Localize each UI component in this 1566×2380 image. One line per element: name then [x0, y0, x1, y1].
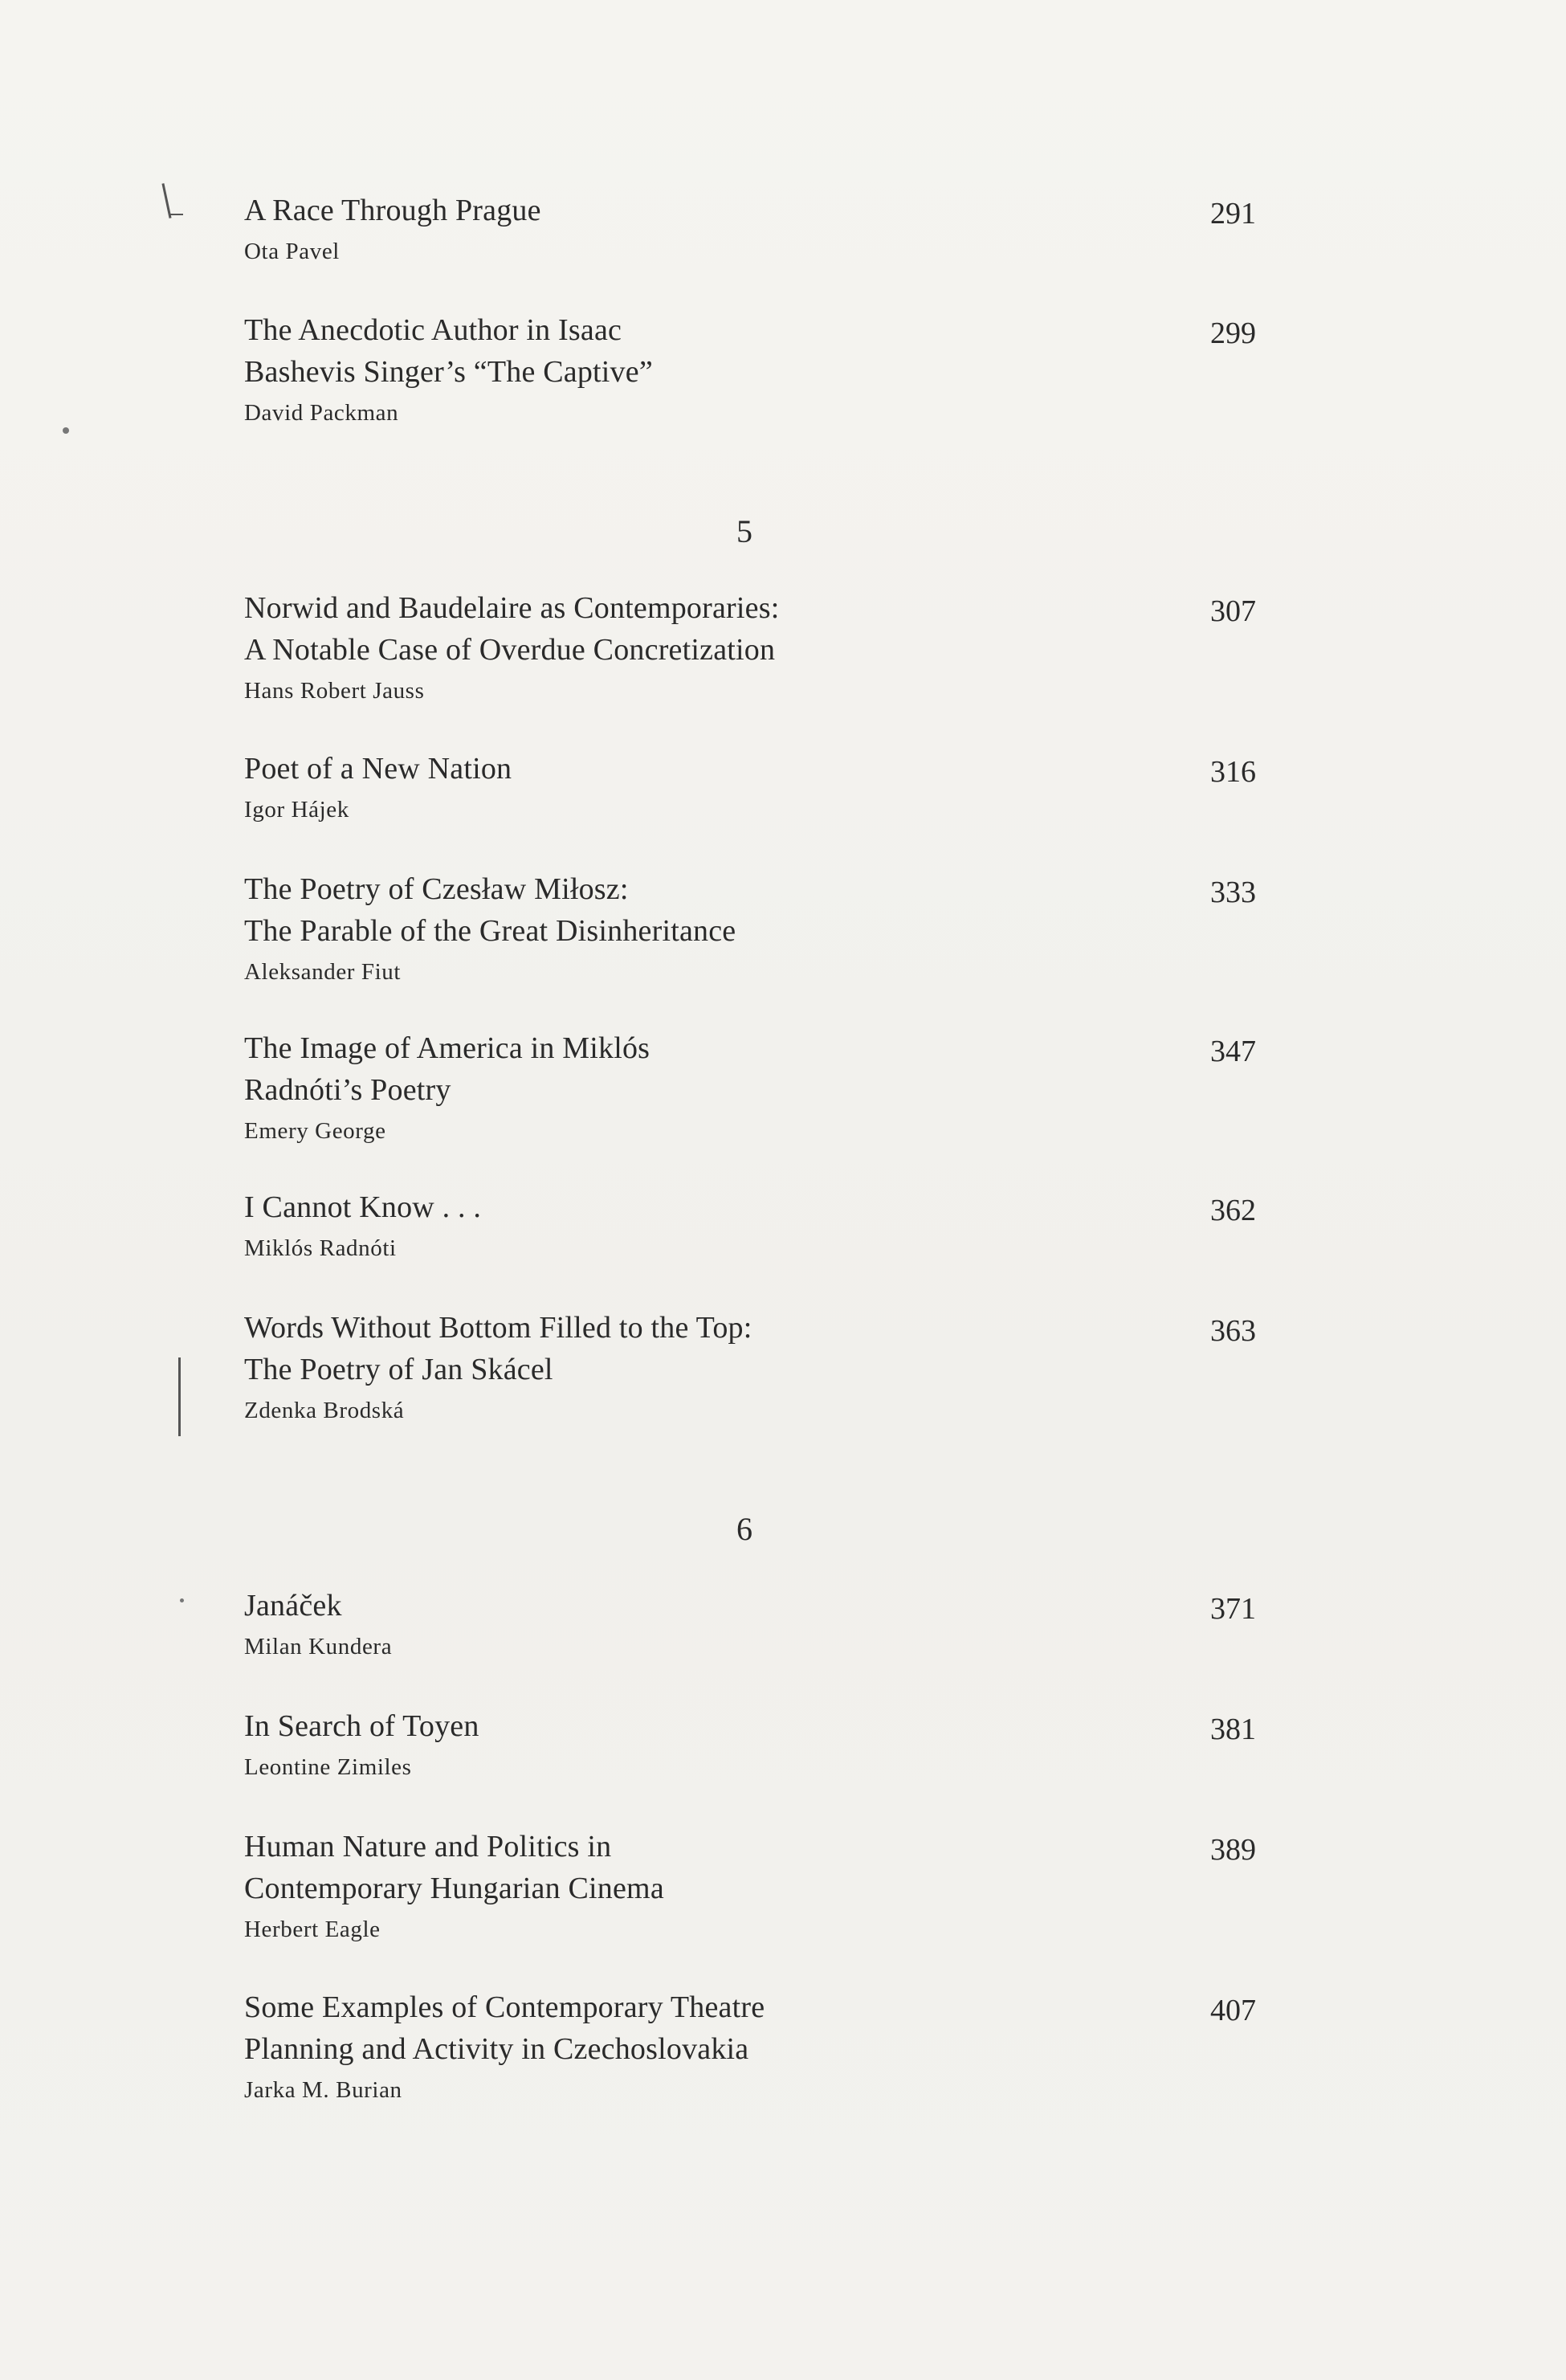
entry-page-number: 316	[1210, 755, 1256, 789]
section-number: 6	[736, 1511, 752, 1547]
entry-page-number: 362	[1210, 1194, 1256, 1227]
margin-pencil-mark	[178, 1357, 181, 1436]
entry-author: Zdenka Brodská	[244, 1398, 405, 1423]
entry-title: I Cannot Know . . .	[244, 1190, 482, 1224]
entry-author: Leontine Zimiles	[244, 1754, 412, 1780]
toc-entry[interactable]	[244, 1307, 1256, 1427]
entry-author: Emery George	[244, 1118, 386, 1144]
entry-title: A Race Through Prague	[244, 194, 541, 227]
entry-page-number: 291	[1210, 197, 1256, 231]
entry-page-number: 307	[1210, 594, 1256, 628]
toc-entry[interactable]	[244, 868, 1256, 989]
entry-title: The Poetry of Czesław Miłosz: The Parable of the Great Disinheritance	[244, 872, 736, 948]
entry-author: Hans Robert Jauss	[244, 678, 425, 704]
entry-title: The Anecdotic Author in Isaac Bashevis Singer’s “The Captive”	[244, 313, 653, 389]
toc-entry[interactable]	[244, 1986, 1256, 2107]
entry-title: In Search of Toyen	[244, 1709, 479, 1743]
entry-author: Igor Hájek	[244, 797, 349, 823]
entry-page-number: 333	[1210, 876, 1256, 909]
entry-page-number: 389	[1210, 1833, 1256, 1867]
entry-author: David Packman	[244, 400, 399, 426]
entry-title: Poet of a New Nation	[244, 752, 512, 786]
section-number: 5	[736, 513, 752, 549]
entry-title: Norwid and Baudelaire as Contemporaries: A Notable Case of Overdue Concretization	[244, 591, 780, 667]
entry-page-number: 381	[1210, 1713, 1256, 1746]
entry-author: Jarka M. Burian	[244, 2077, 402, 2103]
entry-page-number: 299	[1210, 316, 1256, 350]
entry-title: The Image of America in Miklós Radnóti’s Poetry	[244, 1031, 650, 1107]
margin-pencil-mark	[169, 214, 183, 215]
entry-author: Milan Kundera	[244, 1634, 393, 1659]
entry-title: Words Without Bottom Filled to the Top: The Poetry of Jan Skácel	[244, 1311, 752, 1386]
toc-entry[interactable]	[244, 1585, 1256, 1664]
toc-entry[interactable]	[244, 748, 1256, 827]
toc-entry[interactable]	[244, 1826, 1256, 1946]
entry-page-number: 363	[1210, 1314, 1256, 1348]
toc-entry[interactable]	[244, 587, 1256, 708]
entry-title: Human Nature and Politics in Contemporary Hungarian Cinema	[244, 1830, 664, 1905]
toc-entry[interactable]	[244, 190, 1256, 268]
speck	[63, 427, 69, 434]
entry-title: Janáček	[244, 1589, 342, 1623]
toc-entry[interactable]	[244, 309, 1256, 430]
toc-entry[interactable]	[244, 1705, 1256, 1784]
toc-entry[interactable]	[244, 1186, 1256, 1265]
entry-title: Some Examples of Contemporary Theatre Planning and Activity in Czechoslovakia	[244, 1990, 765, 2066]
entry-page-number: 371	[1210, 1592, 1256, 1626]
entry-author: Herbert Eagle	[244, 1917, 381, 1942]
speck	[180, 1598, 184, 1602]
entry-author: Miklós Radnóti	[244, 1235, 397, 1261]
entry-page-number: 407	[1210, 1994, 1256, 2027]
toc-entry[interactable]	[244, 1027, 1256, 1148]
entry-author: Ota Pavel	[244, 239, 340, 264]
entry-author: Aleksander Fiut	[244, 959, 402, 985]
entry-page-number: 347	[1210, 1035, 1256, 1068]
